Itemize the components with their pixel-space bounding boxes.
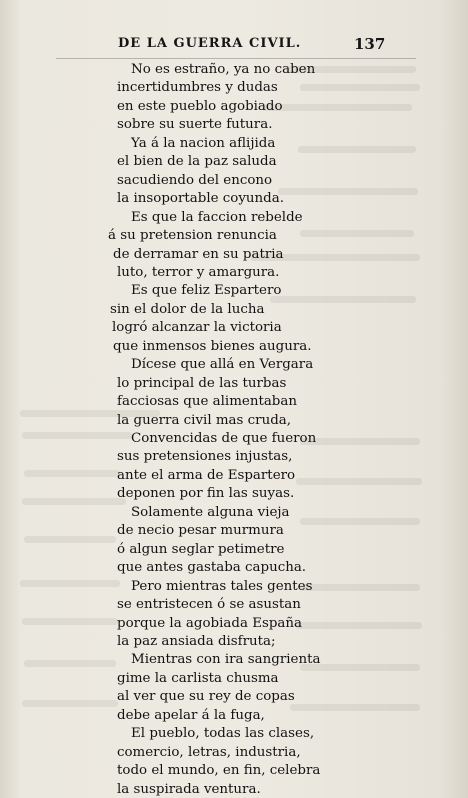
poem-line: sobre su suerte futura.: [117, 117, 273, 133]
poem-line: en este pueblo agobiado: [117, 98, 283, 114]
poem-line: la insoportable coyunda.: [117, 191, 284, 207]
poem-line: la suspirada ventura.: [117, 781, 261, 797]
poem-line: deponen por fin las suyas.: [117, 486, 295, 502]
poem-line: luto, terror y amargura.: [117, 264, 280, 280]
poem-line: gime la carlista chusma: [117, 670, 279, 686]
poem-line: porque la agobiada España: [117, 615, 303, 631]
poem-line: sacudiendo del encono: [117, 172, 273, 188]
poem-line: todo el mundo, en fin, celebra: [117, 763, 321, 779]
poem-line: Convencidas de que fueron: [131, 431, 317, 446]
poem-line: que antes gastaba capucha.: [117, 560, 307, 576]
poem-line: incertidumbres y dudas: [117, 80, 278, 96]
poem-line: debe apelar á la fuga,: [117, 707, 265, 723]
page-number: 137: [354, 35, 386, 53]
poem-line: facciosas que alimentaban: [117, 394, 297, 410]
poem-line: logró alcanzar la victoria: [112, 320, 282, 336]
poem-line: Es que feliz Espartero: [131, 283, 282, 299]
poem-line: Pero mientras tales gentes: [131, 578, 313, 594]
poem-line: Ya á la nacion aflijida: [131, 135, 276, 151]
poem-line: No es estraño, ya no caben: [131, 62, 316, 77]
poem-line: comercio, letras, industria,: [117, 744, 301, 760]
poem-line: de necio pesar murmura: [117, 523, 284, 539]
poem-line: la paz ansiada disfruta;: [117, 633, 276, 649]
poem-line: de derramar en su patria: [113, 246, 284, 262]
poem-line: El pueblo, todas las clases,: [131, 726, 315, 742]
poem-line: la guerra civil mas cruda,: [117, 412, 291, 428]
poem-line: al ver que su rey de copas: [117, 689, 295, 705]
poem-line: ó algun seglar petimetre: [117, 541, 285, 557]
poem-line: se entristecen ó se asustan: [117, 597, 301, 613]
poem-line: lo principal de las turbas: [117, 375, 287, 391]
page-header: [0, 36, 468, 58]
poem-line: el bien de la paz saluda: [117, 154, 277, 170]
header-rule: [56, 58, 416, 59]
poem-line: Es que la faccion rebelde: [131, 209, 303, 225]
poem-line: Dícese que allá en Vergara: [131, 357, 314, 373]
poem-line: Mientras con ira sangrienta: [131, 652, 321, 668]
running-title: DE LA GUERRA CIVIL.: [118, 36, 302, 51]
poem-line: ante el arma de Espartero: [117, 467, 296, 483]
poem-line: sus pretensiones injustas,: [117, 449, 293, 465]
poem-line: Solamente alguna vieja: [131, 504, 290, 520]
poem-line: á su pretension renuncia: [108, 228, 277, 244]
poem-line: sin el dolor de la lucha: [110, 301, 265, 317]
poem-line: que inmensos bienes augura.: [113, 338, 312, 354]
